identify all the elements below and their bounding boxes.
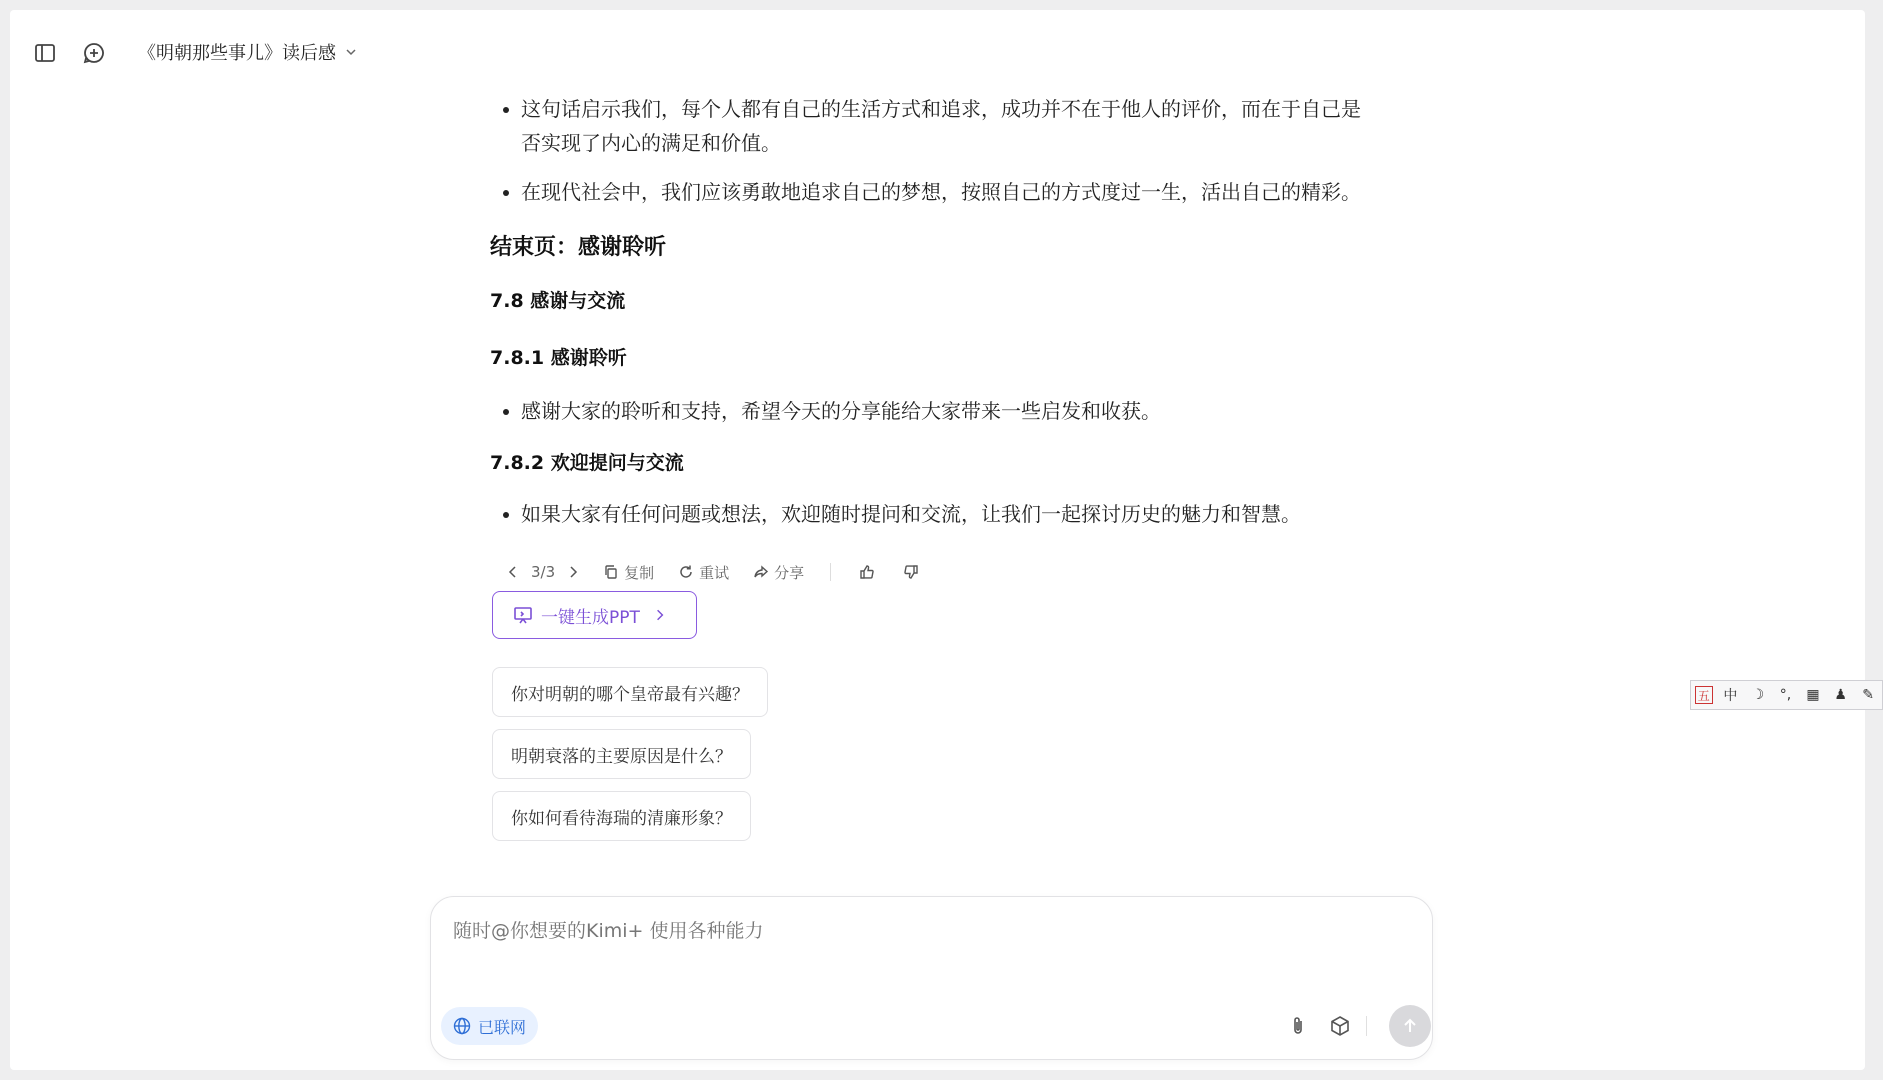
ime-wubi-icon[interactable]: 五: [1695, 686, 1713, 704]
chevron-down-icon: [344, 45, 358, 59]
divider: [1366, 1016, 1367, 1036]
chat-input-box: [430, 896, 1433, 1060]
assistant-message: [490, 92, 1420, 531]
send-button[interactable]: [1389, 1005, 1431, 1047]
refresh-icon: [678, 564, 694, 580]
dislike-button[interactable]: [903, 564, 919, 580]
ime-toolbar: [1690, 680, 1883, 710]
header: [10, 10, 1865, 80]
web-search-label: 已联网: [478, 1017, 527, 1037]
copy-button[interactable]: [603, 562, 654, 583]
subsection-heading: 7.8.1 感谢聆听: [490, 347, 627, 369]
ime-user-icon[interactable]: ♟: [1834, 687, 1847, 703]
message-actions: [505, 558, 919, 586]
share-label: 分享: [774, 563, 805, 582]
list-item: 如果大家有任何问题或想法，欢迎随时提问和交流，让我们一起探讨历史的魅力和智慧。: [490, 497, 1420, 531]
suggestion-chip[interactable]: 你对明朝的哪个皇帝最有兴趣？: [492, 667, 768, 717]
share-icon: [753, 564, 769, 580]
chevron-right-icon: [652, 607, 668, 623]
ime-settings-icon[interactable]: ✎: [1862, 687, 1875, 703]
copy-label: 复制: [624, 563, 655, 582]
app-window: [10, 10, 1865, 1070]
list-item-text: 否实现了内心的满足和价值。: [521, 131, 781, 155]
conversation-title[interactable]: [138, 39, 358, 65]
suggestion-chip[interactable]: 明朝衰落的主要原因是什么？: [492, 729, 751, 779]
chevron-left-icon: [505, 564, 521, 580]
cube-icon: [1329, 1015, 1351, 1037]
paperclip-icon: [1287, 1015, 1309, 1037]
copy-icon: [603, 564, 619, 580]
new-chat-icon[interactable]: [79, 38, 109, 68]
section-heading: 结束页：感谢聆听: [490, 235, 667, 260]
divider: [830, 563, 831, 581]
generate-ppt-button[interactable]: [492, 591, 697, 639]
generate-ppt-label: 一键生成PPT: [541, 607, 640, 628]
subsection-heading: 7.8 感谢与交流: [490, 290, 626, 312]
ime-halfwidth-icon[interactable]: ☽: [1751, 687, 1765, 703]
arrow-up-icon: [1400, 1016, 1420, 1036]
web-search-toggle[interactable]: [441, 1007, 538, 1045]
share-button[interactable]: [753, 562, 804, 583]
attachment-button[interactable]: [1285, 1013, 1311, 1039]
ime-punctuation-icon[interactable]: °,: [1779, 687, 1792, 703]
like-button[interactable]: [859, 564, 875, 580]
chevron-right-icon: [565, 564, 581, 580]
subsection-heading: 7.8.2 欢迎提问与交流: [490, 452, 684, 474]
next-version-button[interactable]: [565, 564, 581, 580]
version-counter: 3/3: [531, 563, 556, 581]
thumbs-up-icon: [859, 564, 875, 580]
chat-input[interactable]: [451, 919, 1355, 943]
conversation-title-text: 《明朝那些事儿》读后感: [138, 43, 336, 64]
ime-keyboard-icon[interactable]: ▦: [1806, 687, 1820, 703]
list-item: 感谢大家的聆听和支持，希望今天的分享能给大家带来一些启发和收获。: [490, 394, 1420, 428]
list-item: [490, 92, 1420, 160]
plugin-button[interactable]: [1327, 1013, 1353, 1039]
thumbs-down-icon: [903, 564, 919, 580]
retry-button[interactable]: [678, 562, 729, 583]
retry-label: 重试: [699, 563, 730, 582]
list-item: 在现代社会中，我们应该勇敢地追求自己的梦想，按照自己的方式度过一生，活出自己的精彩。: [490, 175, 1420, 209]
globe-icon: [453, 1017, 471, 1035]
ime-chinese-mode[interactable]: 中: [1723, 688, 1738, 704]
suggestion-chip[interactable]: 你如何看待海瑞的清廉形象？: [492, 791, 751, 841]
prev-version-button[interactable]: [505, 564, 521, 580]
presentation-icon: [513, 605, 533, 625]
list-item-text: 这句话启示我们，每个人都有自己的生活方式和追求，成功并不在于他人的评价，而在于自己是: [521, 97, 1361, 121]
sidebar-toggle-icon[interactable]: [30, 38, 60, 68]
